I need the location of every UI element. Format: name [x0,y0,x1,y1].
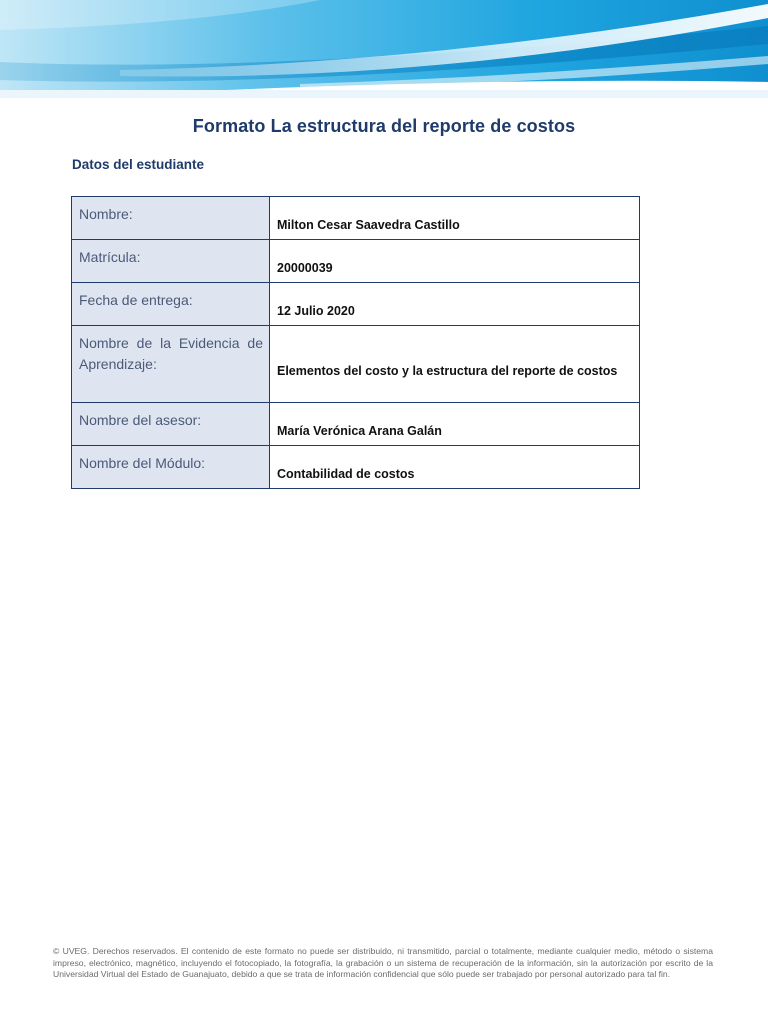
header-banner [0,0,768,98]
row-value: María Verónica Arana Galán [270,403,640,446]
row-value: Elementos del costo y la estructura del reporte de costos [270,326,640,403]
table-row [72,197,640,240]
row-label: Nombre de la Evidencia de Aprendizaje: [72,326,270,403]
row-value: Milton Cesar Saavedra Castillo [270,197,640,240]
row-label: Nombre del asesor: [72,403,270,446]
row-value: 20000039 [270,240,640,283]
table-row [72,240,640,283]
row-label: Nombre del Módulo: [72,446,270,489]
row-value: 12 Julio 2020 [270,283,640,326]
row-label: Fecha de entrega: [72,283,270,326]
table-row [72,326,640,403]
row-label: Matrícula: [72,240,270,283]
table-row [72,446,640,489]
row-value: Contabilidad de costos [270,446,640,489]
copyright-notice: © UVEG. Derechos reservados. El contenido de este formato no puede ser distribuido, ni transmitido, parcial o totalmente, mediante cualquier medio, método o sistema impreso, electrónico, magnético, incluyendo el fotocopiado, la fotografía, la grabación o un sistema de recuperación de la información, sin la autorización por escrito de la Universidad Virtual del Estado de Guanajuato, debido a que se trata de información confidencial que sólo puede ser trabajado por personal autorizado para tal fin. [53,946,713,979]
table-row [72,403,640,446]
student-data-table [71,196,640,489]
row-label: Nombre: [72,197,270,240]
document-title: Formato La estructura del reporte de costos [192,116,576,136]
section-title: Datos del estudiante [72,157,205,172]
table-row [72,283,640,326]
